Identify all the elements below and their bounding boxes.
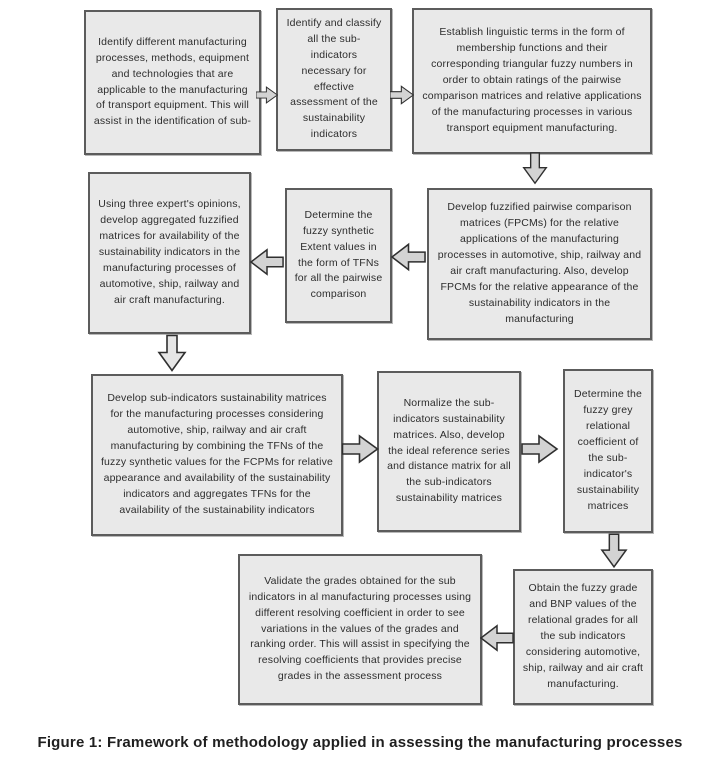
flow-box-fuzzy-grade-bnp [513, 569, 653, 705]
flow-box-grey-relational-coefficient [563, 369, 653, 533]
flow-box-identify-processes [84, 10, 261, 155]
flow-box-text: Normalize the sub-indicators sustainability matrices. Also, develop the ideal reference series and distance matrix for all the sub-indicators sustainability matrices [387, 396, 511, 505]
arrow-right-icon [256, 81, 278, 109]
flow-box-text: Determine the fuzzy synthetic Extent values in the form of TFNs for all the pairwise comparison [294, 208, 383, 301]
arrow-down-icon [157, 334, 187, 373]
arrow-right-icon [390, 81, 414, 109]
flow-box-text: Determine the fuzzy grey relational coefficient of the sub-indicator's sustainability matrices [574, 388, 642, 512]
arrow-right-icon [520, 434, 560, 464]
arrow-left-icon [391, 242, 426, 272]
flow-box-text: Validate the grades obtained for the sub indicators in al manufacturing processes using different resolving coefficient in order to see variations in the values of the grades and ranking order. This will assist in specifying the resolving coefficients that provides precise grades in the assessment process [248, 574, 472, 683]
flow-box-aggregated-fuzzified-matrices [88, 172, 251, 334]
flow-box-validate-grades [238, 554, 482, 705]
flow-box-establish-linguistic-terms [412, 8, 652, 154]
flow-box-sub-indicator-sustainability-matrices [91, 374, 343, 536]
arrow-left-icon [480, 623, 514, 653]
arrow-down-icon [600, 532, 628, 570]
flow-box-fuzzy-synthetic-extent [285, 188, 392, 323]
arrow-right-icon [342, 434, 379, 464]
flow-box-text: Establish linguistic terms in the form of membership functions and their corresponding triangular fuzzy numbers in order to obtain ratings of the pairwise comparison matrices and relative applications of the manufacturing processes in various transport equipment manufacturing. [422, 26, 642, 134]
flow-box-classify-sub-indicators [276, 8, 392, 151]
flow-box-text: Using three expert's opinions, develop aggregated fuzzified matrices for availability of the sustainability indicators in the manufacturing processes of automotive, ship, railway and air craft manufacturing. [98, 198, 241, 306]
flow-box-normalize-matrices [377, 371, 521, 532]
flow-box-text: Obtain the fuzzy grade and BNP values of the relational grades for all the sub indicators considering automotive, ship, railway and air craft manufacturing. [522, 582, 644, 690]
arrow-left-icon [250, 247, 284, 277]
flow-box-text: Develop sub-indicators sustainability matrices for the manufacturing processes considering automotive, ship, railway and air craft manufacturing by combining the TFNs of the fuzzy synthetic values for the FCPMs for relative appearance and availability of the sustainability indicators and aggregates TFNs for the availability of the sustainability indicators [100, 392, 333, 516]
arrow-down-icon [522, 150, 548, 187]
figure-caption: Figure 1: Framework of methodology applied in assessing the manufacturing processes [37, 734, 683, 751]
flow-box-text: Identify and classify all the sub-indicators necessary for effective assessment of the sustainability indicators [286, 16, 382, 141]
flow-box-text: Develop fuzzified pairwise comparison matrices (FPCMs) for the relative applications of the manufacturing processes in automotive, ship, railway and air craft manufacturing. Also, develop FPCMs for the relative appearance of the sustainability indicators in the manufacturing [437, 201, 642, 325]
flow-box-text: Identify different manufacturing processes, methods, equipment and technologies that are applicable to the manufacturing of transport equipment. This will assist in the identification of sub- [93, 35, 252, 128]
flow-box-develop-fpcms [427, 188, 652, 340]
